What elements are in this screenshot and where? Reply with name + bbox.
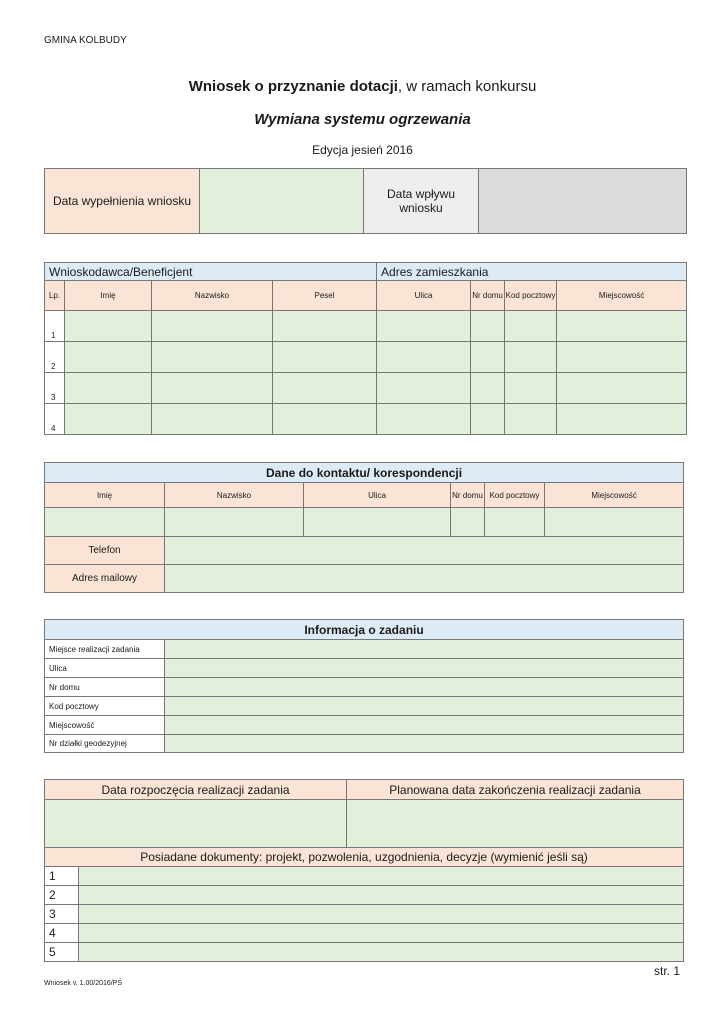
dates-table [44, 168, 687, 234]
document-field[interactable] [79, 905, 684, 924]
postal-code-field[interactable] [505, 373, 557, 404]
last-name-field[interactable] [152, 404, 273, 435]
row-number: 2 [45, 342, 65, 373]
table-row [45, 404, 687, 435]
col-house-number: Nr domu [471, 281, 505, 311]
task-location-label: Miejsce realizacji zadania [45, 640, 165, 659]
form-title [0, 78, 725, 95]
contact-col-house-number: Nr domu [451, 483, 485, 508]
city-field[interactable] [557, 311, 687, 342]
document-field[interactable] [79, 886, 684, 905]
contact-col-street: Ulica [304, 483, 451, 508]
address-section-header: Adres zamieszkania [377, 263, 687, 281]
phone-label: Telefon [45, 537, 165, 565]
row-number: 4 [45, 404, 65, 435]
form-title-rest: , w ramach konkursu [397, 78, 537, 95]
organization-name: GMINA KOLBUDY [44, 35, 127, 46]
row-number: 3 [45, 373, 65, 404]
documents-header: Posiadane dokumenty: projekt, pozwolenia, uzgodnienia, decyzje (wymienić jeśli są) [45, 848, 684, 867]
table-row [45, 342, 687, 373]
email-label: Adres mailowy [45, 565, 165, 593]
task-location-field[interactable] [165, 640, 684, 659]
first-name-field[interactable] [65, 342, 152, 373]
col-city: Miejscowość [557, 281, 687, 311]
last-name-field[interactable] [152, 342, 273, 373]
received-date-label: Data wpływu wniosku [364, 169, 479, 234]
document-row-number: 2 [45, 886, 79, 905]
postal-code-field[interactable] [505, 311, 557, 342]
street-field[interactable] [377, 311, 471, 342]
house-number-field[interactable] [471, 404, 505, 435]
table-row [45, 508, 684, 537]
col-pesel: Pesel [273, 281, 377, 311]
schedule-table [44, 779, 684, 962]
postal-code-field[interactable] [505, 342, 557, 373]
row-number: 1 [45, 311, 65, 342]
table-row [45, 886, 684, 905]
end-date-label: Planowana data zakończenia realizacji zadania [347, 780, 684, 800]
last-name-field[interactable] [152, 311, 273, 342]
contact-section-header: Dane do kontaktu/ korespondencji [45, 463, 684, 483]
pesel-field[interactable] [273, 342, 377, 373]
task-table [44, 619, 684, 753]
col-lp: Lp. [45, 281, 65, 311]
task-house-number-label: Nr domu [45, 678, 165, 697]
table-row [45, 924, 684, 943]
contact-col-city: Miejscowość [545, 483, 684, 508]
house-number-field[interactable] [471, 342, 505, 373]
edition-label: Edycja jesień 2016 [312, 143, 413, 157]
col-postal-code: Kod pocztowy [505, 281, 557, 311]
city-field[interactable] [557, 342, 687, 373]
end-date-field[interactable] [347, 800, 684, 848]
task-section-header: Informacja o zadaniu [45, 620, 684, 640]
city-field[interactable] [557, 404, 687, 435]
task-house-number-field[interactable] [165, 678, 684, 697]
fill-date-label: Data wypełnienia wniosku [45, 169, 200, 234]
street-field[interactable] [377, 342, 471, 373]
table-row [45, 311, 687, 342]
contact-first-name-field[interactable] [45, 508, 165, 537]
contact-street-field[interactable] [304, 508, 451, 537]
task-parcel-label: Nr działki geodezyjnej [45, 735, 165, 753]
contact-col-postal-code: Kod pocztowy [485, 483, 545, 508]
form-title-bold: Wniosek o przyznanie dotacji [188, 78, 398, 95]
contact-city-field[interactable] [545, 508, 684, 537]
document-row-number: 4 [45, 924, 79, 943]
first-name-field[interactable] [65, 373, 152, 404]
document-row-number: 3 [45, 905, 79, 924]
contact-postal-code-field[interactable] [485, 508, 545, 537]
contact-col-last-name: Nazwisko [165, 483, 304, 508]
house-number-field[interactable] [471, 373, 505, 404]
house-number-field[interactable] [471, 311, 505, 342]
phone-field[interactable] [165, 537, 684, 565]
task-city-field[interactable] [165, 716, 684, 735]
applicant-section-header: Wnioskodawca/Beneficjent [45, 263, 377, 281]
table-row [45, 373, 687, 404]
fill-date-field[interactable] [200, 169, 364, 234]
pesel-field[interactable] [273, 311, 377, 342]
street-field[interactable] [377, 373, 471, 404]
applicants-table [44, 262, 687, 435]
postal-code-field[interactable] [505, 404, 557, 435]
col-first-name: Imię [65, 281, 152, 311]
pesel-field[interactable] [273, 404, 377, 435]
start-date-field[interactable] [45, 800, 347, 848]
contact-last-name-field[interactable] [165, 508, 304, 537]
task-parcel-field[interactable] [165, 735, 684, 753]
task-city-label: Miejscowość [45, 716, 165, 735]
contact-house-number-field[interactable] [451, 508, 485, 537]
task-postal-code-field[interactable] [165, 697, 684, 716]
task-street-field[interactable] [165, 659, 684, 678]
table-row [45, 943, 684, 962]
document-row-number: 1 [45, 867, 79, 886]
contact-col-first-name: Imię [45, 483, 165, 508]
version-label: Wniosek v. 1.00/2016/PŚ [44, 980, 123, 987]
document-field[interactable] [79, 943, 684, 962]
form-subtitle: Wymiana systemu ogrzewania [254, 111, 471, 128]
email-field[interactable] [165, 565, 684, 593]
first-name-field[interactable] [65, 311, 152, 342]
page-number: str. 1 [654, 964, 681, 978]
document-field[interactable] [79, 867, 684, 886]
start-date-label: Data rozpoczęcia realizacji zadania [45, 780, 347, 800]
pesel-field[interactable] [273, 373, 377, 404]
city-field[interactable] [557, 373, 687, 404]
first-name-field[interactable] [65, 404, 152, 435]
document-field[interactable] [79, 924, 684, 943]
table-row [45, 867, 684, 886]
received-date-field [479, 169, 687, 234]
task-street-label: Ulica [45, 659, 165, 678]
task-postal-code-label: Kod pocztowy [45, 697, 165, 716]
last-name-field[interactable] [152, 373, 273, 404]
document-row-number: 5 [45, 943, 79, 962]
contact-table [44, 462, 684, 593]
street-field[interactable] [377, 404, 471, 435]
col-street: Ulica [377, 281, 471, 311]
table-row [45, 905, 684, 924]
col-last-name: Nazwisko [152, 281, 273, 311]
